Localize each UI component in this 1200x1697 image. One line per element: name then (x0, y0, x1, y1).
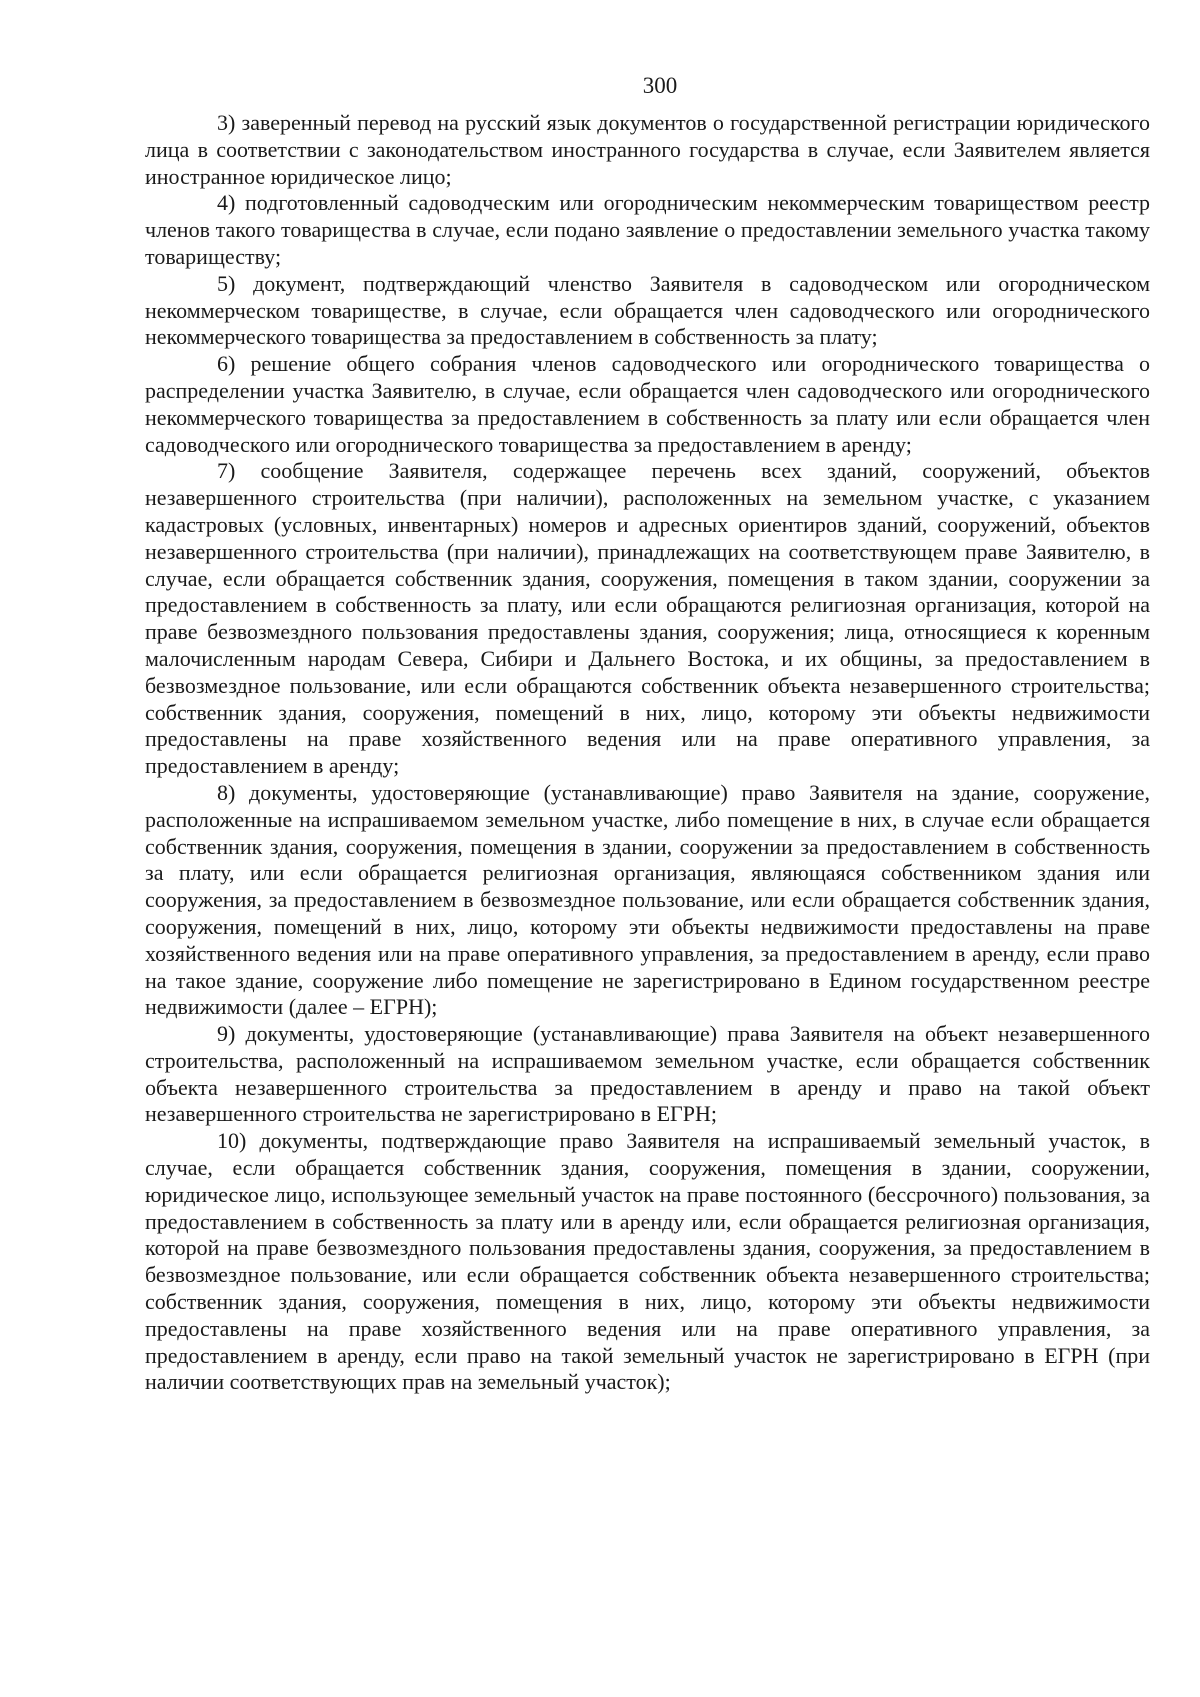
paragraph-item-5: 5) документ, подтверждающий членство Заявителя в садоводческом или огородническом некоммерческом товариществе, в случае, если обращается член садоводческого или огороднического некоммерческого товарищества за предоставлением в собственность за плату; (145, 270, 1150, 350)
paragraph-item-8: 8) документы, удостоверяющие (устанавливающие) право Заявителя на здание, сооружение, расположенные на испрашиваемом земельном участке, либо помещение в них, в случае если обращается собственник здания, сооружения, помещения в здании, сооружении за предоставлением в собственность за плату, или если обращается религиозная организация, являющаяся собственником здания или сооружения, за предоставлением в безвозмездное пользование, или если обращается собственник здания, сооружения, помещений в них, лицо, которому эти объекты недвижимости предоставлены на праве хозяйственного ведения или на праве оперативного управления, за предоставлением в аренду, если право на такое здание, сооружение либо помещение не зарегистрировано в Едином государственном реестре недвижимости (далее – ЕГРН); (145, 779, 1150, 1020)
page-number: 300 (642, 73, 678, 98)
paragraph-item-4: 4) подготовленный садоводческим или огородническим некоммерческим товариществом реестр членов такого товарищества в случае, если подано заявление о предоставлении земельного участка такому товариществу; (145, 190, 1150, 269)
paragraph-item-7: 7) сообщение Заявителя, содержащее перечень всех зданий, сооружений, объектов незавершенного строительства (при наличии), расположенных на земельном участке, с указанием кадастровых (условных, инвентарных) номеров и адресных ориентиров зданий, сооружений, объектов незавершенного строительства (при наличии), принадлежащих на соответствующем праве Заявителю, в случае, если обращается собственник здания, сооружения, помещения в таком здании, сооружении за предоставлением в собственность за плату, или если обращаются религиозная организация, которой на праве безвозмездного пользования предоставлены здания, сооружения; лица, относящиеся к коренным малочисленным народам Севера, Сибири и Дальнего Востока, и их общины, за предоставлением в безвозмездное пользование, или если обращаются собственник объекта незавершенного строительства; собственник здания, сооружения, помещений в них, лицо, которому эти объекты недвижимости предоставлены на праве хозяйственного ведения или на праве оперативного управления, за предоставлением в аренду; (145, 458, 1150, 779)
document-body (145, 110, 1150, 1396)
paragraph-item-9: 9) документы, удостоверяющие (устанавливающие) права Заявителя на объект незавершенного строительства, расположенный на испрашиваемом земельном участке, если обращается собственник объекта незавершенного строительства за предоставлением в аренду и право на такой объект незавершенного строительства не зарегистрировано в ЕГРН; (145, 1021, 1150, 1127)
paragraph-item-3: 3) заверенный перевод на русский язык документов о государственной регистрации юридического лица в соответствии с законодательством иностранного государства в случае, если Заявителем является иностранное юридическое лицо; (145, 110, 1150, 189)
paragraph-item-6: 6) решение общего собрания членов садоводческого или огороднического товарищества о распределении участка Заявителю, в случае, если обращается член садоводческого или огороднического некоммерческого товарищества за предоставлением в собственность за плату или если обращается член садоводческого или огороднического товарищества за предоставлением в аренду; (145, 351, 1150, 457)
paragraph-item-10: 10) документы, подтверждающие право Заявителя на испрашиваемый земельный участок, в случае, если обращается собственник здания, сооружения, помещения в здании, сооружении, юридическое лицо, использующее земельный участок на праве постоянного (бессрочного) пользования, за предоставлением в собственность за плату или в аренду или, если обращается религиозная организация, которой на праве безвозмездного пользования предоставлены здания, сооружения, за предоставлением в безвозмездное пользование, или если обращается собственник объекта незавершенного строительства; собственник здания, сооружения, помещения в них, лицо, которому эти объекты недвижимости предоставлены на праве хозяйственного ведения или на праве оперативного управления, за предоставлением в аренду, если право на такой земельный участок не зарегистрировано в ЕГРН (при наличии соответствующих прав на земельный участок); (145, 1128, 1150, 1395)
